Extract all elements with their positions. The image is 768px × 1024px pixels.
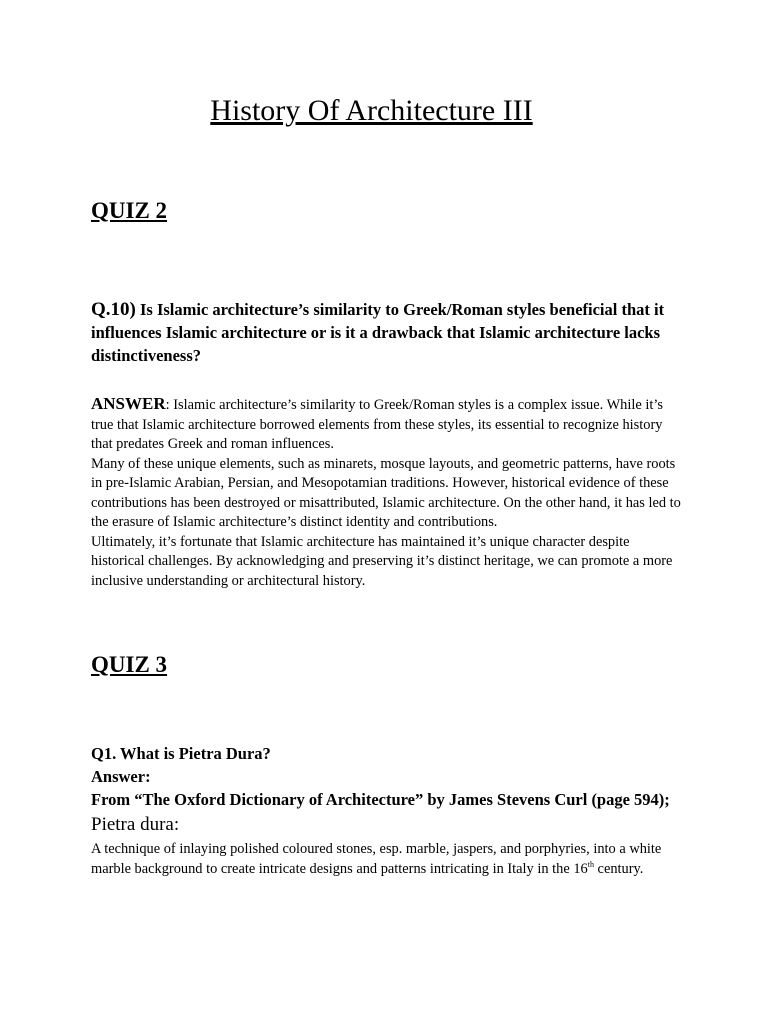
question-number: Q.10) bbox=[91, 299, 136, 320]
document-title: History Of Architecture III bbox=[210, 94, 533, 127]
quiz-2-question bbox=[91, 298, 681, 367]
answer-paragraph-3: Ultimately, it’s fortunate that Islamic architecture has maintained it’s unique character despite historical challenges. By acknowledging and preserving it’s distinct heritage, we can promote a more inclusive understanding or architectural history. bbox=[91, 533, 673, 589]
quiz-3-answer-label: Answer: bbox=[91, 767, 151, 786]
quiz-3-content bbox=[91, 742, 681, 879]
definition-end: century. bbox=[593, 860, 644, 877]
answer-label: ANSWER bbox=[91, 394, 166, 413]
question-text: Is Islamic architecture’s similarity to Greek/Roman styles beneficial that it influences Islamic architecture or is it a drawback that Islamic architecture lacks distinctiveness? bbox=[91, 300, 665, 365]
quiz-2-answer bbox=[91, 394, 681, 591]
definition-term: Pietra dura: bbox=[91, 814, 180, 835]
definition-main: A technique of inlaying polished coloured stones, esp. marble, jaspers, and porphyries, into a white marble background to create intricate designs and patterns intricating in Italy in the 16 bbox=[91, 841, 662, 877]
quiz-3-heading: QUIZ 3 bbox=[91, 652, 168, 677]
quiz-2-heading: QUIZ 2 bbox=[91, 198, 168, 223]
quiz-3-question: Q1. What is Pietra Dura? bbox=[91, 744, 271, 763]
definition-text bbox=[91, 840, 681, 879]
answer-paragraph-2: Many of these unique elements, such as minarets, mosque layouts, and geometric patterns, have roots in pre-Islamic Arabian, Persian, and Mesopotamian traditions. However, historical evidence of these contributions has been destroyed or misattributed, Islamic architecture. On the other hand, it has led to the erasure of Islamic architecture’s distinct identity and contributions. bbox=[91, 455, 681, 530]
quiz-3-source: From “The Oxford Dictionary of Architecture” by James Stevens Curl (page 594); bbox=[91, 790, 670, 809]
ordinal-suffix: th bbox=[587, 859, 594, 869]
answer-text-1: : Islamic architecture’s similarity to Greek/Roman styles is a complex issue. While it’s true that Islamic architecture borrowed elements from these styles, its essential to recognize history that predates Greek and roman influences. bbox=[91, 397, 663, 452]
question-10 bbox=[91, 298, 681, 367]
answer-paragraph-1 bbox=[91, 394, 681, 455]
